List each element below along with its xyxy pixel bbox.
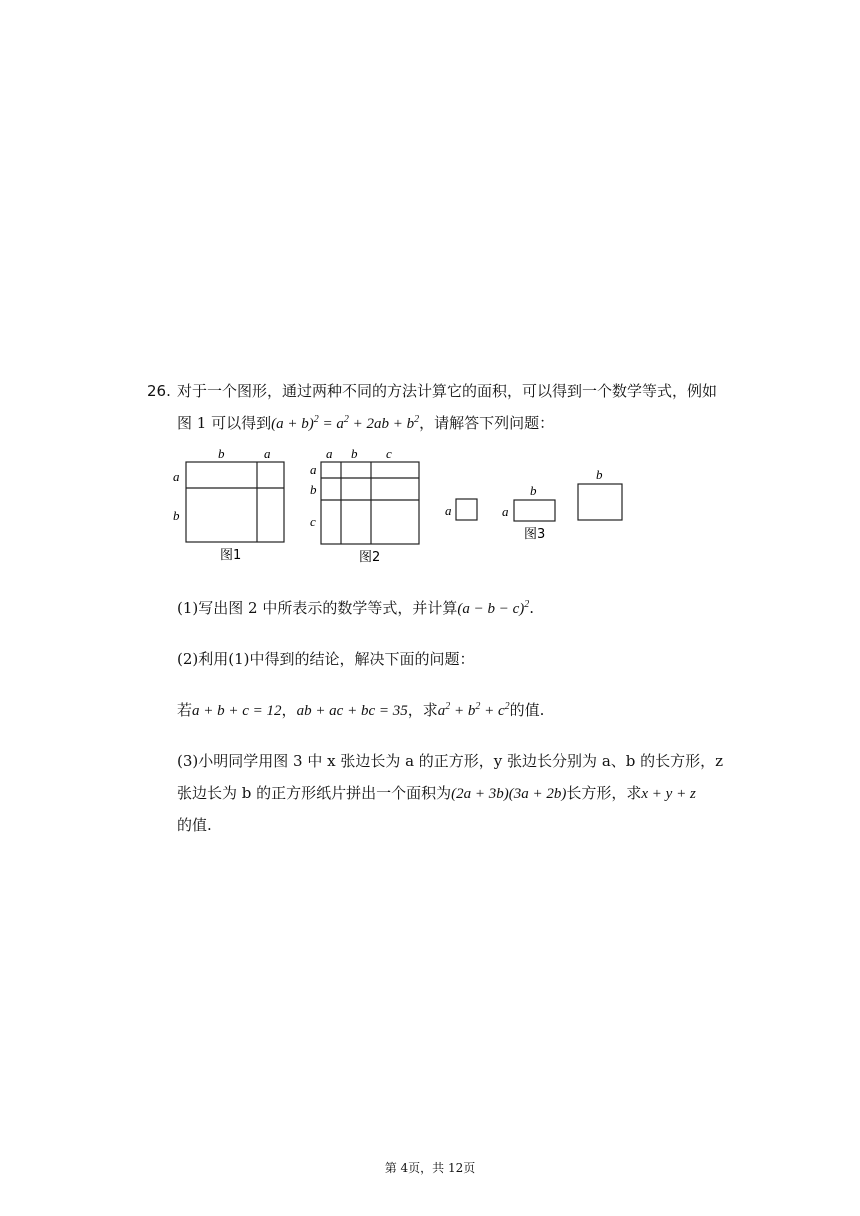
part2-condition-2: ab + ac + bc = 35 <box>296 703 408 719</box>
part3-line1: (3)小明同学用图 3 中 x 张边长为 a 的正方形，y 张边长分别为 a、b 的长方形，z <box>177 752 724 770</box>
part1-text: (1)写出图 2 中所表示的数学等式，并计算 <box>177 599 458 617</box>
part2-prefix: 若 <box>177 701 193 719</box>
fig1-caption: 图1 <box>220 548 242 563</box>
fig1-top-label-a: a <box>264 446 271 461</box>
part3-line2-prefix: 张边长为 b 的正方形纸片拼出一个面积为 <box>177 784 452 802</box>
fig2-side-label-c: c <box>310 514 316 529</box>
part2-condition-line <box>177 699 544 722</box>
part3-line2 <box>177 782 696 805</box>
part2-line: (2)利用(1)中得到的结论，解决下面的问题： <box>177 650 475 668</box>
part1-end: . <box>529 599 535 617</box>
fig1-side-label-b: b <box>173 508 180 523</box>
figure-3 <box>456 484 622 521</box>
part2-separator: ， <box>281 701 297 719</box>
part3-line2-mid: 长方形，求 <box>566 784 642 802</box>
figure-1 <box>186 462 284 542</box>
fig2-top-label-a: a <box>326 446 333 461</box>
fig2-top-label-b: b <box>351 446 358 461</box>
fig2-side-label-b: b <box>310 482 317 497</box>
intro-text-suffix: ，请解答下列问题： <box>419 414 555 432</box>
fig2-caption: 图2 <box>359 550 381 565</box>
fig2-side-label-a: a <box>310 462 317 477</box>
part3-line3: 的值. <box>177 816 212 834</box>
fig3-square-a <box>456 499 477 520</box>
question-intro-line2 <box>177 412 554 435</box>
fig3-caption: 图3 <box>524 527 546 542</box>
part2-end: 的值. <box>509 701 545 719</box>
fig2-top-label-c: c <box>386 446 392 461</box>
part1-line <box>177 597 534 620</box>
page-footer: 第 4页，共 12页 <box>384 1161 476 1175</box>
fig3-rect-top-label: b <box>530 483 537 498</box>
figure-2 <box>321 462 419 544</box>
fig1-outer-square <box>186 462 284 542</box>
part2-mid: ，求 <box>407 701 438 719</box>
part3-area-formula: (2a + 3b)(3a + 2b) <box>451 786 567 802</box>
fig3-square-b-label: b <box>596 467 603 482</box>
fig3-rect-side-label: a <box>502 504 509 519</box>
fig3-square-a-label: a <box>445 503 452 518</box>
part1-formula: $(a - b - c)^2$ <box>457 599 530 617</box>
fig3-rectangle-ab <box>514 500 555 521</box>
figures-strip <box>168 442 638 568</box>
part2-target: $a^2 + b^2 + c^2$ <box>437 701 510 719</box>
intro-text-prefix: 图 1 可以得到 <box>177 414 272 432</box>
part2-condition-1: a + b + c = 12 <box>192 703 282 719</box>
question-intro-line1: 对于一个图形，通过两种不同的方法计算它的面积，可以得到一个数学等式，例如 <box>177 382 718 400</box>
fig3-square-b <box>578 484 622 520</box>
question-number: 26. <box>147 382 171 400</box>
intro-formula: $(a + b)^2 = a^2 + 2ab + b^2$ <box>271 414 420 432</box>
fig1-side-label-a: a <box>173 469 180 484</box>
fig1-top-label-b: b <box>218 446 225 461</box>
fig2-outer-square <box>321 462 419 544</box>
part3-target: x + y + z <box>641 786 696 802</box>
